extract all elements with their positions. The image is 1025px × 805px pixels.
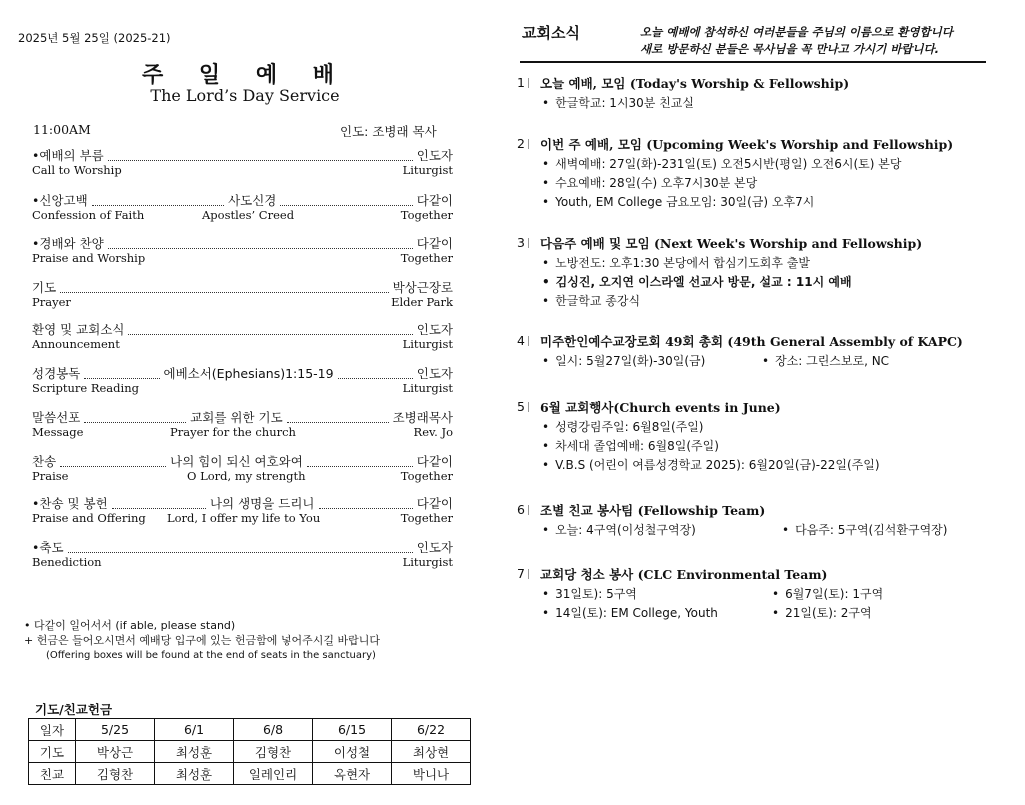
table-cell: 이성철 [313, 741, 392, 763]
schedule-title: 기도/친교헌금 [35, 702, 113, 717]
table-cell: 최성훈 [155, 741, 234, 763]
news-section-header [517, 234, 997, 254]
order-item [32, 540, 453, 574]
note-offering-english: (Offering boxes will be found at the end of seats in the sanctuary) [46, 650, 376, 661]
news-item-text: • 31일토): 5구역 [542, 585, 637, 602]
order-item-english: Confession of Faith [32, 208, 145, 222]
news-section-number: 3 [517, 235, 529, 250]
order-item-content-english: O Lord, my strength [187, 469, 306, 483]
table-cell: 6/8 [234, 719, 313, 741]
news-item-text: • 장소: 그린스보로, NC [762, 352, 889, 369]
news-item [517, 292, 997, 311]
order-item-korean: 기도 [32, 280, 57, 295]
order-item-korean: 환영 및 교회소식 [32, 322, 125, 337]
dot-leader [60, 291, 388, 293]
table-cell: 일자 [29, 719, 76, 741]
news-section-title: 다음주 예배 및 모임 (Next Week's Worship and Fellowship) [540, 236, 923, 251]
news-item-text: • 6월7일(토): 1구역 [772, 585, 883, 602]
table-cell: 김형찬 [76, 763, 155, 785]
news-item [517, 585, 997, 604]
table-row [29, 741, 471, 763]
dot-leader [92, 204, 224, 206]
table-cell: 기도 [29, 741, 76, 763]
service-title-korean: 주 일 예 배 [142, 63, 348, 88]
dot-leader [60, 465, 166, 467]
news-section [517, 234, 997, 311]
table-cell: 일레인리 [234, 763, 313, 785]
news-item [517, 418, 997, 437]
dot-leader [287, 421, 389, 423]
order-item [32, 454, 453, 488]
news-item [517, 437, 997, 456]
dot-leader [280, 204, 412, 206]
service-leader: 인도: 조병래 목사 [340, 124, 437, 139]
news-item [517, 174, 997, 193]
news-item-text: • 오늘: 4구역(이성철구역장) [542, 521, 696, 538]
dot-leader [307, 465, 413, 467]
news-section-header [517, 74, 997, 94]
news-item-text: • 일시: 5월27일(화)-30일(금) [542, 352, 705, 369]
news-section-title: 교회당 청소 봉사 (CLC Environmental Team) [540, 567, 828, 582]
order-item-korean: •경배와 찬양 [32, 236, 104, 251]
order-item-english: Praise [32, 469, 69, 483]
news-section-header [517, 398, 997, 418]
order-item-leader-english: Together [400, 251, 453, 265]
order-item [32, 322, 453, 356]
order-item-english: Scripture Reading [32, 381, 139, 395]
news-section [517, 135, 997, 212]
order-item-leader-english: Liturgist [402, 163, 453, 177]
news-item-text: • 14일(토): EM College, Youth [542, 604, 718, 621]
note-stand: • 다같이 일어서서 (if able, please stand) [24, 619, 236, 632]
order-item-content-english: Prayer for the church [170, 425, 296, 439]
order-item-leader: 다같이 [416, 193, 454, 208]
news-item [517, 456, 997, 475]
news-section-header [517, 332, 997, 352]
news-section [517, 398, 997, 475]
order-item-korean: •신앙고백 [32, 193, 88, 208]
news-section [517, 565, 997, 623]
news-item [517, 193, 997, 212]
order-item-leader-english: Together [400, 208, 453, 222]
welcome-line-2: 새로 방문하신 분들은 목사님을 꼭 만나고 가시기 바랍니다. [640, 42, 940, 56]
welcome-line-1: 오늘 예배에 참석하신 여러분들을 주님의 이름으로 환영합니다 [640, 25, 953, 39]
order-item-leader: 다같이 [416, 496, 453, 511]
order-item-leader: 다같이 [416, 454, 453, 469]
order-item-english: Benediction [32, 555, 102, 569]
order-item-leader-english: Liturgist [402, 555, 453, 569]
table-cell: 김형찬 [234, 741, 313, 763]
order-item-english: Prayer [32, 295, 71, 309]
news-section-title: 조별 친교 봉사팀 (Fellowship Team) [540, 503, 766, 518]
news-item-text: • V.B.S (어린이 여름성경학교 2025): 6월20일(금)-22일(주일) [542, 456, 880, 473]
order-item-korean: •찬송 및 봉헌 [32, 496, 108, 511]
table-cell: 최상현 [392, 741, 471, 763]
news-section [517, 501, 997, 540]
welcome-message [640, 24, 953, 58]
news-section-title: 이번 주 예배, 모임 (Upcoming Week's Worship and Fellowship) [540, 137, 954, 152]
table-row [29, 763, 471, 785]
news-section-header [517, 501, 997, 521]
news-section-title: 오늘 예배, 모임 (Today's Worship & Fellowship) [540, 76, 850, 91]
note-offering: + 헌금은 들어오시면서 예배당 입구에 있는 헌금함에 넣어주시길 바랍니다 [24, 634, 380, 647]
news-section-header [517, 135, 997, 155]
order-item-leader-english: Rev. Jo [413, 425, 453, 439]
order-item-english: Announcement [32, 337, 120, 351]
order-item-content-english: Lord, I offer my life to You [167, 511, 321, 525]
news-item [517, 352, 997, 371]
table-cell: 6/15 [313, 719, 392, 741]
order-item [32, 148, 453, 182]
news-item-text: • 한글학교: 1시30분 친교실 [542, 94, 694, 111]
news-item [517, 254, 997, 273]
table-cell: 박니나 [392, 763, 471, 785]
order-item-content: 에베소서(Ephesians)1:15-19 [163, 366, 334, 381]
dot-leader [128, 333, 412, 335]
order-item [32, 366, 453, 400]
news-item-text: • 21일(토): 2구역 [772, 604, 872, 621]
service-title-english: The Lord’s Day Service [150, 86, 340, 105]
order-item-korean: •예배의 부름 [32, 148, 104, 163]
dot-leader [108, 247, 413, 249]
news-item [517, 94, 997, 113]
news-section-number: 5 [517, 399, 529, 414]
order-item-english: Call to Worship [32, 163, 122, 177]
order-item-leader: 조병래목사 [392, 410, 453, 425]
church-news-title: 교회소식 [522, 24, 580, 42]
order-item-leader-english: Together [400, 511, 453, 525]
news-section [517, 332, 997, 371]
order-item-leader: 인도자 [416, 366, 453, 381]
order-item-korean: 말씀선포 [32, 410, 81, 425]
news-section [517, 74, 997, 113]
table-cell: 6/1 [155, 719, 234, 741]
header-divider [520, 61, 986, 63]
bulletin-date: 2025년 5월 25일 (2025-21) [18, 31, 171, 45]
order-item-content: 나의 생명을 드리니 [209, 496, 315, 511]
news-item-text: • 성령강림주일: 6월8일(주일) [542, 418, 704, 435]
order-item [32, 236, 453, 270]
news-item-text: • 김싱진, 오지연 이스라엘 선교사 방문, 설교 : 11시 예배 [542, 273, 852, 290]
order-item-korean: 성경봉독 [32, 366, 81, 381]
news-item [517, 155, 997, 174]
news-section-number: 7 [517, 566, 529, 581]
news-item [517, 521, 997, 540]
table-cell: 옥현자 [313, 763, 392, 785]
dot-leader [319, 507, 413, 509]
prayer-fellowship-schedule-table [28, 718, 471, 785]
order-item-english: Praise and Offering [32, 511, 146, 525]
order-item-leader: 인도자 [416, 322, 453, 337]
order-item-korean: 찬송 [32, 454, 57, 469]
table-cell: 박상근 [76, 741, 155, 763]
order-item-leader: 박상근장로 [392, 280, 453, 295]
dot-leader [338, 377, 413, 379]
dot-leader [68, 551, 413, 553]
order-item-leader-english: Liturgist [402, 337, 453, 351]
table-cell: 친교 [29, 763, 76, 785]
news-section-title: 6월 교회행사(Church events in June) [540, 400, 781, 415]
news-section-number: 6 [517, 502, 529, 517]
order-item-leader-english: Together [400, 469, 453, 483]
news-item-text: • 차세대 졸업예배: 6월8일(주일) [542, 437, 719, 454]
order-item [32, 410, 453, 444]
service-time: 11:00AM [33, 122, 91, 137]
dot-leader [84, 421, 186, 423]
order-item-content: 교회를 위한 기도 [190, 410, 283, 425]
service-notes [24, 618, 380, 663]
dot-leader [108, 159, 413, 161]
table-row [29, 719, 471, 741]
news-section-title: 미주한인예수교장로회 49회 총회 (49th General Assembly of KAPC) [540, 334, 963, 349]
table-cell: 최성훈 [155, 763, 234, 785]
news-item-text: • Youth, EM College 금요모임: 30일(금) 오후7시 [542, 193, 814, 210]
order-item-english: Praise and Worship [32, 251, 146, 265]
news-item [517, 604, 997, 623]
news-item-text: • 한글학교 종강식 [542, 292, 640, 309]
order-item-content: 사도신경 [228, 193, 277, 208]
dot-leader [84, 377, 159, 379]
dot-leader [112, 507, 206, 509]
order-item [32, 280, 453, 314]
order-item-english: Message [32, 425, 84, 439]
order-item [32, 193, 453, 227]
news-item-text: • 다음주: 5구역(김석환구역장) [782, 521, 947, 538]
news-item-text: • 수요예배: 28일(수) 오후7시30분 본당 [542, 174, 757, 191]
order-item-leader-english: Elder Park [391, 295, 453, 309]
news-section-number: 1 [517, 75, 529, 90]
order-item-korean: •축도 [32, 540, 64, 555]
table-cell: 6/22 [392, 719, 471, 741]
news-item-text: • 새벽예배: 27일(화)-231일(토) 오전5시반(평일) 오전6시(토) 본당 [542, 155, 901, 172]
news-section-number: 4 [517, 333, 529, 348]
news-section-number: 2 [517, 136, 529, 151]
news-item-text: • 노방전도: 오후1:30 본당에서 합심기도회후 출발 [542, 254, 810, 271]
order-item-leader: 인도자 [416, 148, 453, 163]
order-item-leader-english: Liturgist [402, 381, 453, 395]
order-item-leader: 다같이 [416, 236, 453, 251]
news-section-header [517, 565, 997, 585]
order-item-content: 나의 힘이 되신 여호와여 [170, 454, 303, 469]
order-item [32, 496, 453, 530]
news-item [517, 273, 997, 292]
order-item-leader: 인도자 [416, 540, 453, 555]
order-item-content-english: Apostles’ Creed [202, 208, 295, 222]
table-cell: 5/25 [76, 719, 155, 741]
